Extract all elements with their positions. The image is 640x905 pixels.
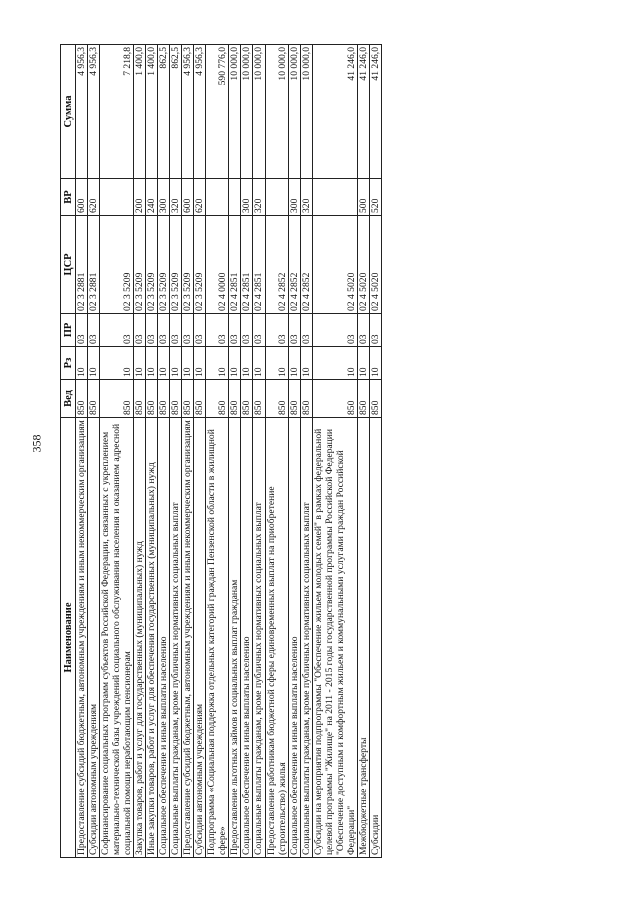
cell-csr: 02 3 5209 (182, 216, 194, 314)
cell-vr: 320 (300, 179, 312, 216)
cell-rz: 10 (182, 347, 194, 380)
cell-name: Закупка товаров, работ и услуг для государственных (муниципальных) нужд (134, 418, 146, 858)
cell-pr: 03 (134, 314, 146, 347)
cell-ved: 850 (265, 380, 288, 418)
cell-sum: 41 246,0 (312, 45, 357, 179)
cell-pr: 03 (253, 314, 265, 347)
cell-csr: 02 3 5209 (146, 216, 158, 314)
table-row (182, 45, 194, 858)
cell-ved: 850 (241, 380, 253, 418)
cell-ved: 850 (134, 380, 146, 418)
cell-vr: 620 (194, 179, 206, 216)
cell-name: Предоставление субсидий бюджетным, автономным учреждениям и иным некоммерческим организациям (182, 418, 194, 858)
budget-table (60, 44, 382, 858)
cell-name: Подпрограмма «Социальная поддержка отдельных категорий граждан Пензенской области в жилищной сфере» (206, 418, 229, 858)
cell-csr: 02 3 5209 (158, 216, 170, 314)
cell-rz: 10 (194, 347, 206, 380)
table-row (369, 45, 381, 858)
cell-pr: 03 (146, 314, 158, 347)
cell-pr: 03 (206, 314, 229, 347)
cell-vr: 300 (158, 179, 170, 216)
cell-pr: 03 (357, 314, 369, 347)
cell-pr: 03 (100, 314, 134, 347)
cell-vr (265, 179, 288, 216)
cell-vr: 600 (76, 179, 88, 216)
cell-vr (100, 179, 134, 216)
cell-name: Социальные выплаты гражданам, кроме публичных нормативных социальных выплат (253, 418, 265, 858)
cell-vr (312, 179, 357, 216)
cell-sum: 4 956,3 (182, 45, 194, 179)
table-row (146, 45, 158, 858)
cell-rz: 10 (241, 347, 253, 380)
cell-csr: 02 4 2852 (265, 216, 288, 314)
cell-vr: 620 (88, 179, 100, 216)
cell-pr: 03 (288, 314, 300, 347)
cell-name: Субсидии на мероприятия подпрограммы "Обеспечение жильем молодых семей" в рамках федеральной целевой программы "Жилище" на 2011 - 2015 годы государственной программы Российской Федерации "Обеспечение доступным и комфортным жильем и коммунальными услугами граждан Российской Федерации" (312, 418, 357, 858)
cell-sum: 10 000,0 (288, 45, 300, 179)
cell-ved: 850 (229, 380, 241, 418)
cell-name: Социальное обеспечение и иные выплаты населению (241, 418, 253, 858)
cell-ved: 850 (158, 380, 170, 418)
cell-sum: 10 000,0 (253, 45, 265, 179)
header-ved: Вед (61, 380, 76, 418)
cell-vr: 300 (288, 179, 300, 216)
cell-vr (206, 179, 229, 216)
cell-sum: 41 246,0 (369, 45, 381, 179)
cell-sum: 4 956,3 (88, 45, 100, 179)
cell-sum: 10 000,0 (300, 45, 312, 179)
table-row (265, 45, 288, 858)
cell-sum: 1 400,0 (134, 45, 146, 179)
cell-csr: 02 3 2881 (76, 216, 88, 314)
table-row (241, 45, 253, 858)
table-row (253, 45, 265, 858)
cell-ved: 850 (170, 380, 182, 418)
cell-rz: 10 (88, 347, 100, 380)
header-sum: Сумма (61, 45, 76, 179)
cell-csr: 02 4 2852 (288, 216, 300, 314)
header-pr: ПР (61, 314, 76, 347)
cell-csr: 02 3 5209 (194, 216, 206, 314)
cell-pr: 03 (241, 314, 253, 347)
cell-name: Социальное обеспечение и иные выплаты населению (288, 418, 300, 858)
cell-rz: 10 (288, 347, 300, 380)
table-row (194, 45, 206, 858)
cell-csr: 02 4 0000 (206, 216, 229, 314)
cell-csr: 02 4 5020 (369, 216, 381, 314)
table-row (300, 45, 312, 858)
header-name: Наименование (61, 418, 76, 858)
cell-sum: 590 776,0 (206, 45, 229, 179)
table-row (288, 45, 300, 858)
cell-csr: 02 4 2851 (253, 216, 265, 314)
cell-sum: 4 956,3 (194, 45, 206, 179)
cell-sum: 1 400,0 (146, 45, 158, 179)
cell-name: Иные закупки товаров, работ и услуг для обеспечения государственных (муниципальных) нужд (146, 418, 158, 858)
table-row (312, 45, 357, 858)
cell-name: Субсидии (369, 418, 381, 858)
cell-csr: 02 4 5020 (312, 216, 357, 314)
cell-vr: 300 (241, 179, 253, 216)
cell-ved: 850 (312, 380, 357, 418)
header-rz: Рз (61, 347, 76, 380)
cell-name: Субсидии автономным учреждениям (88, 418, 100, 858)
cell-pr: 03 (158, 314, 170, 347)
cell-ved: 850 (182, 380, 194, 418)
cell-rz: 10 (369, 347, 381, 380)
cell-sum: 10 000,0 (241, 45, 253, 179)
cell-sum: 41 246,0 (357, 45, 369, 179)
cell-pr: 03 (88, 314, 100, 347)
cell-rz: 10 (158, 347, 170, 380)
table-row (76, 45, 88, 858)
cell-sum: 4 956,3 (76, 45, 88, 179)
cell-sum: 862,5 (170, 45, 182, 179)
cell-sum: 10 000,0 (229, 45, 241, 179)
header-csr: ЦСР (61, 216, 76, 314)
cell-pr: 03 (182, 314, 194, 347)
table-row (134, 45, 146, 858)
cell-rz: 10 (170, 347, 182, 380)
cell-ved: 850 (253, 380, 265, 418)
header-vr: ВР (61, 179, 76, 216)
cell-sum: 7 218,8 (100, 45, 134, 179)
cell-rz: 10 (134, 347, 146, 380)
cell-ved: 850 (288, 380, 300, 418)
cell-rz: 10 (312, 347, 357, 380)
cell-csr: 02 4 2851 (229, 216, 241, 314)
table-row (100, 45, 134, 858)
cell-vr: 520 (369, 179, 381, 216)
cell-pr: 03 (265, 314, 288, 347)
cell-csr: 02 4 2851 (241, 216, 253, 314)
cell-rz: 10 (253, 347, 265, 380)
cell-name: Софинансирование социальных программ субъектов Российской Федерации, связанных с укреплением материально-технической базы учреждений социального обслуживания населения и оказанием адресной социальной помощи неработающим пенсионерам (100, 418, 134, 858)
cell-rz: 10 (206, 347, 229, 380)
cell-rz: 10 (146, 347, 158, 380)
cell-sum: 862,5 (158, 45, 170, 179)
cell-ved: 850 (146, 380, 158, 418)
cell-vr (229, 179, 241, 216)
cell-vr: 240 (146, 179, 158, 216)
cell-pr: 03 (170, 314, 182, 347)
cell-ved: 850 (300, 380, 312, 418)
table-body (76, 45, 382, 858)
budget-table-container (60, 45, 382, 858)
cell-name: Субсидии автономным учреждениям (194, 418, 206, 858)
page-number: 358 (29, 434, 44, 453)
cell-vr: 200 (134, 179, 146, 216)
cell-csr: 02 4 2852 (300, 216, 312, 314)
cell-ved: 850 (88, 380, 100, 418)
cell-pr: 03 (312, 314, 357, 347)
cell-csr: 02 3 5209 (134, 216, 146, 314)
cell-csr: 02 3 5209 (170, 216, 182, 314)
cell-rz: 10 (76, 347, 88, 380)
cell-pr: 03 (300, 314, 312, 347)
cell-sum: 10 000,0 (265, 45, 288, 179)
cell-name: Межбюджетные трансферты (357, 418, 369, 858)
table-row (88, 45, 100, 858)
cell-vr: 500 (357, 179, 369, 216)
cell-rz: 10 (100, 347, 134, 380)
cell-rz: 10 (229, 347, 241, 380)
cell-vr: 320 (253, 179, 265, 216)
cell-pr: 03 (194, 314, 206, 347)
cell-rz: 10 (357, 347, 369, 380)
cell-name: Предоставление работникам бюджетной сферы единовременных выплат на приобретение (строительство) жилья (265, 418, 288, 858)
cell-pr: 03 (369, 314, 381, 347)
table-row (357, 45, 369, 858)
cell-ved: 850 (76, 380, 88, 418)
cell-ved: 850 (206, 380, 229, 418)
cell-ved: 850 (369, 380, 381, 418)
table-row (158, 45, 170, 858)
cell-rz: 10 (300, 347, 312, 380)
cell-ved: 850 (357, 380, 369, 418)
table-row (170, 45, 182, 858)
cell-vr: 320 (170, 179, 182, 216)
table-row (206, 45, 229, 858)
cell-name: Социальные выплаты гражданам, кроме публичных нормативных социальных выплат (300, 418, 312, 858)
cell-pr: 03 (76, 314, 88, 347)
cell-name: Предоставление льготных займов и социальных выплат гражданам (229, 418, 241, 858)
table-row (229, 45, 241, 858)
cell-rz: 10 (265, 347, 288, 380)
cell-name: Социальное обеспечение и иные выплаты населению (158, 418, 170, 858)
cell-csr: 02 3 2881 (88, 216, 100, 314)
cell-csr: 02 4 5020 (357, 216, 369, 314)
cell-name: Предоставление субсидий бюджетным, автономным учреждениям и иным некоммерческим организациям (76, 418, 88, 858)
cell-ved: 850 (194, 380, 206, 418)
cell-name: Социальные выплаты гражданам, кроме публичных нормативных социальных выплат (170, 418, 182, 858)
cell-ved: 850 (100, 380, 134, 418)
cell-csr: 02 3 5209 (100, 216, 134, 314)
cell-vr: 600 (182, 179, 194, 216)
table-header-row (61, 45, 76, 858)
cell-pr: 03 (229, 314, 241, 347)
